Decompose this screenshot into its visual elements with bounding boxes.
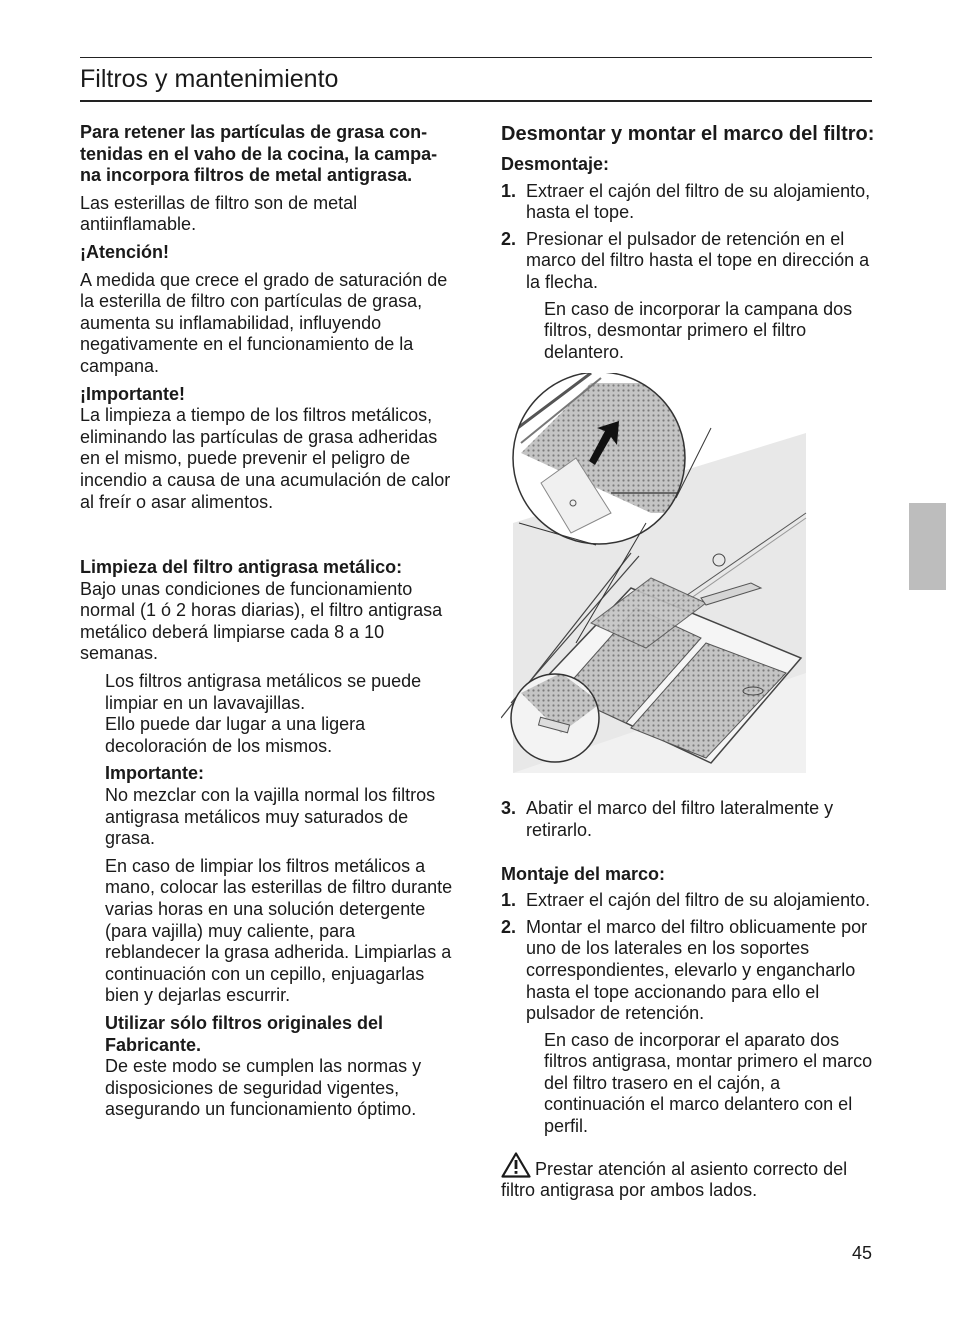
dishwasher-block xyxy=(105,671,455,1121)
important-text: La limpieza a tiempo de los filtros metálicos, eliminando las partículas de grasa adheridas en el mismo, puede prevenir el peligro de incendio a causa de una acumulación de calor al freír o asar alimentos. xyxy=(80,405,451,512)
left-column xyxy=(80,122,455,1121)
warning-note xyxy=(501,1152,876,1202)
list-item: 2. Presionar el pulsador de retención en el marco del filtro hasta el tope en dirección a la flecha. xyxy=(501,228,870,292)
dishwasher-text-2: Ello puede dar lugar a una ligera decoloración de los mismos. xyxy=(105,714,366,756)
section-tab-marker xyxy=(909,503,946,590)
page-title: Filtros y mantenimiento xyxy=(80,65,339,93)
disassembly-heading: Desmontaje: xyxy=(501,154,610,174)
attention-heading: ¡Atención! xyxy=(80,241,169,262)
note-heading: Importante: xyxy=(105,763,204,784)
original-parts-heading: Utilizar sólo filtros originales del Fabricante. xyxy=(105,1012,384,1055)
filter-frame-illustration xyxy=(501,373,811,788)
top-rule xyxy=(80,57,872,58)
attention-text: A medida que crece el grado de saturación de la esterilla de filtro con partículas de grasa, aumenta su inflamabilidad, influyendo negativamente en el funcionamiento de la campana. xyxy=(80,269,448,376)
cleaning-text: Bajo unas condiciones de funcionamiento normal (1 ó 2 horas diarias), el filtro antigrasa metálico deberá limpiarse cada 8 a 10 semanas. xyxy=(80,578,443,664)
important-heading: ¡Importante! xyxy=(80,383,185,404)
warning-triangle-icon xyxy=(501,1152,531,1178)
title-rule xyxy=(80,100,872,102)
disassembly-steps xyxy=(501,181,876,294)
intro-text: Las esterillas de filtro son de metal antiinflamable. xyxy=(80,192,358,235)
section-heading: Desmontar y montar el marco del filtro: xyxy=(501,123,875,145)
list-item: 1. Extraer el cajón del filtro de su alojamiento, hasta el tope. xyxy=(501,180,871,223)
note-text: No mezclar con la vajilla normal los filtros antigrasa metálicos muy saturados de grasa. xyxy=(105,785,436,849)
assembly-note: En caso de incorporar el aparato dos filtros antigrasa, montar primero el marco del filtro trasero en el cajón, a continuación el marco delantero con el perfil. xyxy=(544,1029,873,1137)
list-item: 3. Abatir el marco del filtro lateralmente y retirarlo. xyxy=(501,798,834,840)
disassembly-note: En caso de incorporar la campana dos filtros, desmontar primero el filtro delantero. xyxy=(544,298,853,362)
assembly-heading: Montaje del marco: xyxy=(501,863,666,884)
assembly-steps xyxy=(501,890,876,1025)
disassembly-step-3 xyxy=(501,798,876,841)
intro-bold-text: Para retener las partículas de grasa con-tenidas en el vaho de la cocina, la campa-na incorpora filtros de metal antigrasa. xyxy=(80,122,438,186)
hand-wash-text: En caso de limpiar los filtros metálicos a mano, colocar las esterillas de filtro durante varias horas en una solución detergente (para vajilla) muy caliente, para reblandecer la grasa adherida. Limpiarlas a continuación con un cepillo, enjuagarlas bien y dejarlas escurrir. xyxy=(105,855,453,1006)
right-column xyxy=(501,122,876,1202)
original-parts-text: De este modo se cumplen las normas y disposiciones de seguridad vigentes, asegurando un funcionamiento óptimo. xyxy=(105,1056,422,1120)
dishwasher-text-1: Los filtros antigrasa metálicos se puede limpiar en un lavavajillas. xyxy=(105,671,422,713)
list-item: 2. Montar el marco del filtro oblicuamente por uno de los laterales en los soportes correspondientes, elevarlo y engancharlo hasta el tope accionando para ello el pulsador de retención. xyxy=(501,916,868,1024)
warning-text: Prestar atención al asiento correcto del filtro antigrasa por ambos lados. xyxy=(501,1158,848,1201)
list-item: 1. Extraer el cajón del filtro de su alojamiento. xyxy=(501,890,871,911)
page-number: 45 xyxy=(851,1243,872,1263)
cleaning-heading: Limpieza del filtro antigrasa metálico: xyxy=(80,557,403,578)
